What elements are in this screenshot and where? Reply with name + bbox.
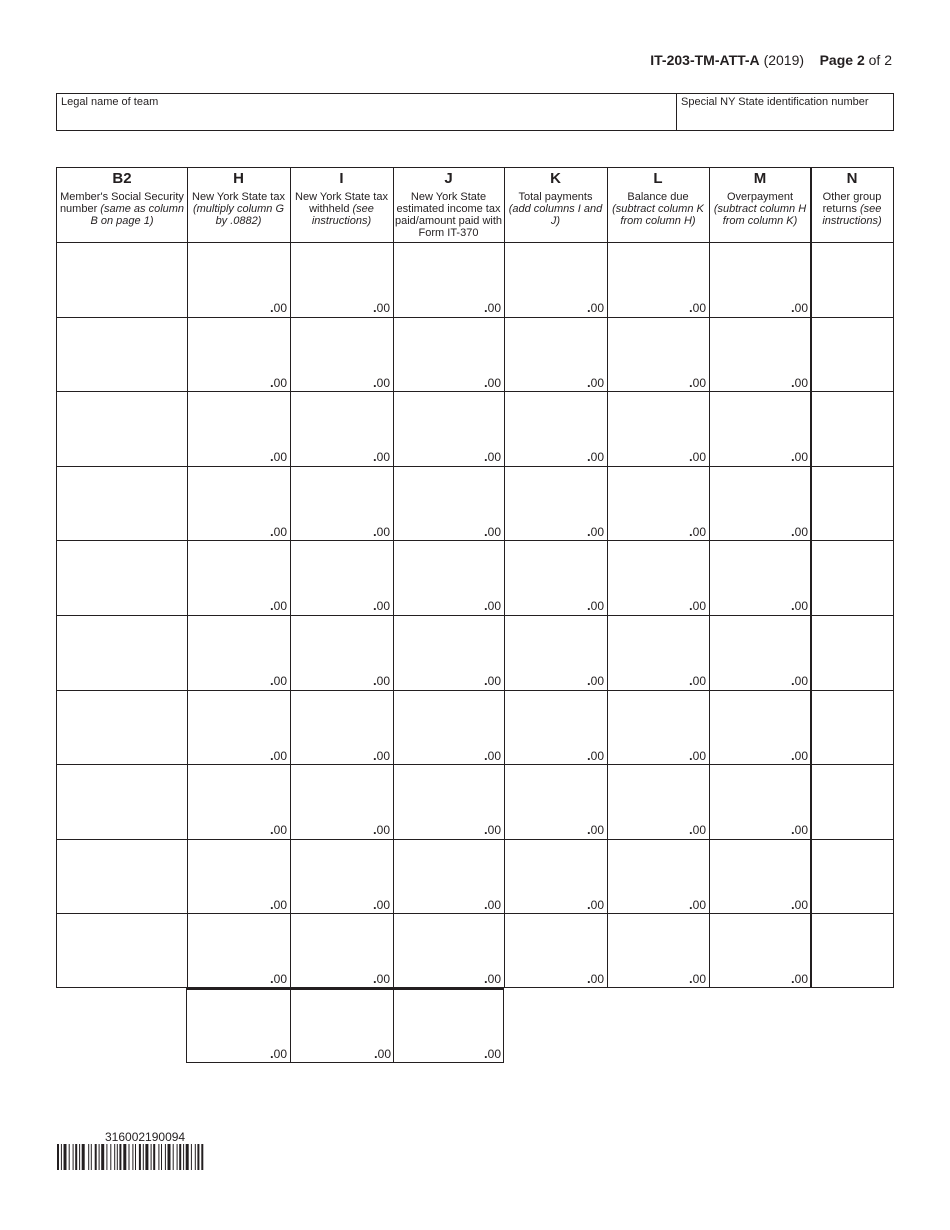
input-cell-j[interactable] — [393, 540, 504, 615]
input-cell-n[interactable] — [811, 764, 893, 839]
column-header-l — [607, 168, 709, 242]
input-cell-l[interactable] — [607, 839, 709, 914]
page-header — [650, 52, 892, 68]
input-cell-j[interactable] — [393, 242, 504, 317]
cents-label: .00 — [689, 300, 706, 315]
cents-label: .00 — [587, 897, 604, 912]
input-cell-b2[interactable] — [57, 242, 187, 317]
cents-label: .00 — [270, 300, 287, 315]
column-header-i — [290, 168, 393, 242]
cents-label: .00 — [587, 598, 604, 613]
cents-label: .00 — [791, 524, 808, 539]
input-cell-m[interactable] — [709, 690, 811, 765]
barcode-bar — [106, 1144, 107, 1170]
input-cell-n[interactable] — [811, 839, 893, 914]
barcode-bar — [129, 1144, 130, 1170]
input-cell-n[interactable] — [811, 540, 893, 615]
input-cell-i[interactable] — [290, 242, 393, 317]
barcode-bar — [183, 1144, 184, 1170]
input-cell-b2[interactable] — [57, 540, 187, 615]
input-cell-j[interactable] — [393, 466, 504, 541]
team-info-box — [56, 93, 894, 131]
input-cell-j[interactable] — [393, 615, 504, 690]
page-of: of 2 — [868, 52, 892, 68]
form-year: (2019) — [763, 52, 805, 68]
input-cell-l[interactable] — [607, 913, 709, 988]
cents-label: .00 — [791, 897, 808, 912]
cents-label: .00 — [791, 748, 808, 763]
cents-label: .00 — [484, 748, 501, 763]
input-cell-h[interactable] — [187, 391, 290, 466]
barcode-bar — [57, 1144, 59, 1170]
input-cell-h[interactable] — [187, 839, 290, 914]
barcode-bar — [117, 1144, 118, 1170]
cents-label: .00 — [373, 598, 390, 613]
cents-label: .00 — [689, 822, 706, 837]
column-note: (see instructions) — [311, 203, 374, 227]
input-cell-k[interactable] — [504, 466, 607, 541]
input-cell-m[interactable] — [709, 764, 811, 839]
column-header-n — [811, 168, 893, 242]
input-cell-b2[interactable] — [57, 615, 187, 690]
input-cell-n[interactable] — [811, 466, 893, 541]
input-cell-m[interactable] — [709, 839, 811, 914]
input-cell-i[interactable] — [290, 466, 393, 541]
cents-label: .00 — [689, 897, 706, 912]
barcode-bar — [151, 1144, 152, 1170]
input-cell-l[interactable] — [607, 615, 709, 690]
input-cell-i[interactable] — [290, 317, 393, 392]
barcode-bar — [191, 1144, 192, 1170]
cents-label: .00 — [270, 524, 287, 539]
column-description — [811, 191, 893, 227]
page-number: 2 — [856, 52, 865, 68]
input-cell-m[interactable] — [709, 317, 811, 392]
cents-label: .00 — [689, 748, 706, 763]
barcode-bar — [75, 1144, 77, 1170]
column-letter: M — [753, 170, 767, 187]
input-cell-m[interactable] — [709, 615, 811, 690]
barcode-bar — [186, 1144, 189, 1170]
input-cell-h[interactable] — [187, 466, 290, 541]
barcode-bar — [158, 1144, 159, 1170]
cents-label: .00 — [587, 449, 604, 464]
column-letter: I — [339, 170, 344, 187]
column-desc-text: Total payments — [518, 191, 593, 203]
input-cell-l[interactable] — [607, 242, 709, 317]
cents-label: .00 — [791, 375, 808, 390]
total-cell-i[interactable] — [290, 990, 394, 1063]
barcode-bar — [197, 1144, 199, 1170]
input-cell-k[interactable] — [504, 540, 607, 615]
input-cell-b2[interactable] — [57, 317, 187, 392]
barcode-bar — [91, 1144, 92, 1170]
barcode-bar — [69, 1144, 70, 1170]
cents-label: .00 — [791, 822, 808, 837]
input-cell-h[interactable] — [187, 540, 290, 615]
cents-label: .00 — [587, 524, 604, 539]
cents-label: .00 — [270, 748, 287, 763]
cents-label: .00 — [484, 822, 501, 837]
cents-label: .00 — [484, 1046, 501, 1061]
cents-label: .00 — [373, 673, 390, 688]
cents-label: .00 — [270, 897, 287, 912]
cents-label: .00 — [373, 375, 390, 390]
column-description — [709, 191, 811, 227]
cents-label: .00 — [791, 971, 808, 986]
barcode-bar — [123, 1144, 126, 1170]
input-cell-j[interactable] — [393, 690, 504, 765]
input-cell-i[interactable] — [290, 764, 393, 839]
column-desc-text: New York State tax withheld — [295, 191, 388, 215]
input-cell-b2[interactable] — [57, 466, 187, 541]
input-cell-l[interactable] — [607, 690, 709, 765]
input-cell-m[interactable] — [709, 242, 811, 317]
input-cell-b2[interactable] — [57, 913, 187, 988]
column-desc-text: New York State estimated income tax paid/amount paid with Form IT-370 — [395, 191, 503, 239]
input-cell-n[interactable] — [811, 242, 893, 317]
barcode-bar — [179, 1144, 181, 1170]
barcode-bar — [195, 1144, 196, 1170]
cents-label: .00 — [587, 748, 604, 763]
input-cell-n[interactable] — [811, 391, 893, 466]
cents-label: .00 — [270, 449, 287, 464]
form-id: IT-203-TM-ATT-A — [650, 52, 760, 68]
cents-label: .00 — [689, 971, 706, 986]
totals-row — [186, 988, 504, 1063]
column-desc-text: Balance due — [627, 191, 689, 203]
barcode-bar — [99, 1144, 100, 1170]
barcode-bar — [88, 1144, 89, 1170]
column-desc-text: New York State tax — [192, 191, 285, 203]
cents-label: .00 — [270, 598, 287, 613]
input-cell-h[interactable] — [187, 317, 290, 392]
input-cell-l[interactable] — [607, 317, 709, 392]
column-desc-text: Other group returns — [822, 191, 882, 215]
input-cell-m[interactable] — [709, 466, 811, 541]
input-cell-n[interactable] — [811, 913, 893, 988]
input-cell-h[interactable] — [187, 690, 290, 765]
input-cell-n[interactable] — [811, 690, 893, 765]
cents-label: .00 — [791, 598, 808, 613]
barcode-bar — [101, 1144, 104, 1170]
barcode-bar — [82, 1144, 85, 1170]
column-description — [187, 191, 290, 227]
column-letter: K — [550, 170, 561, 187]
column-header-b2 — [57, 168, 187, 242]
cents-label: .00 — [484, 375, 501, 390]
barcode-bar — [119, 1144, 121, 1170]
cents-label: .00 — [270, 1046, 287, 1061]
input-cell-m[interactable] — [709, 540, 811, 615]
cents-label: .00 — [587, 300, 604, 315]
cents-label: .00 — [484, 971, 501, 986]
barcode-bar — [61, 1144, 62, 1170]
cents-label: .00 — [484, 300, 501, 315]
cents-label: .00 — [373, 449, 390, 464]
total-cell-j[interactable] — [393, 990, 504, 1063]
barcode-bar — [145, 1144, 148, 1170]
cents-label: .00 — [587, 822, 604, 837]
barcode-bar — [79, 1144, 80, 1170]
column-note: (see instructions) — [822, 203, 882, 227]
column-note: (same as column B on page 1) — [90, 203, 185, 227]
input-cell-i[interactable] — [290, 615, 393, 690]
input-cell-m[interactable] — [709, 913, 811, 988]
input-cell-l[interactable] — [607, 540, 709, 615]
cents-label: .00 — [791, 300, 808, 315]
column-letter: N — [846, 170, 858, 187]
input-cell-l[interactable] — [607, 466, 709, 541]
input-cell-b2[interactable] — [57, 764, 187, 839]
input-cell-k[interactable] — [504, 242, 607, 317]
input-cell-h[interactable] — [187, 242, 290, 317]
input-cell-k[interactable] — [504, 764, 607, 839]
cents-label: .00 — [484, 524, 501, 539]
column-letter: L — [653, 170, 663, 187]
cents-label: .00 — [791, 673, 808, 688]
column-desc-text: Member's Social Security number — [59, 191, 184, 215]
barcode-number: 316002190094 — [105, 1130, 186, 1144]
input-cell-i[interactable] — [290, 913, 393, 988]
input-cell-i[interactable] — [290, 391, 393, 466]
legal-name-label: Legal name of team — [61, 96, 159, 108]
input-cell-j[interactable] — [393, 764, 504, 839]
cents-label: .00 — [587, 971, 604, 986]
input-cell-k[interactable] — [504, 690, 607, 765]
cents-label: .00 — [373, 822, 390, 837]
cents-label: .00 — [689, 524, 706, 539]
column-header-m — [709, 168, 811, 242]
column-letter: H — [233, 170, 244, 187]
barcode-bar — [132, 1144, 133, 1170]
input-cell-i[interactable] — [290, 690, 393, 765]
barcode-bar — [161, 1144, 162, 1170]
legal-name-field[interactable] — [57, 94, 676, 130]
barcode-bar — [135, 1144, 136, 1170]
column-description — [57, 191, 187, 227]
column-note: (multiply column G by .0882) — [192, 203, 285, 227]
input-cell-k[interactable] — [504, 615, 607, 690]
cents-label: .00 — [484, 673, 501, 688]
input-cell-b2[interactable] — [57, 690, 187, 765]
cents-label: .00 — [689, 375, 706, 390]
column-description — [607, 191, 709, 227]
total-cell-h[interactable] — [187, 990, 290, 1063]
input-cell-h[interactable] — [187, 615, 290, 690]
column-header-h — [187, 168, 290, 242]
barcode-bar — [95, 1144, 97, 1170]
column-header-j — [393, 168, 504, 242]
cents-label: .00 — [374, 1046, 391, 1061]
cents-label: .00 — [373, 748, 390, 763]
column-note: (subtract column K from column H) — [612, 203, 704, 227]
special-id-field[interactable] — [676, 94, 893, 130]
barcode-bar — [168, 1144, 171, 1170]
barcode-bar — [143, 1144, 144, 1170]
input-cell-j[interactable] — [393, 839, 504, 914]
input-cell-h[interactable] — [187, 764, 290, 839]
cents-label: .00 — [791, 449, 808, 464]
column-header-k — [504, 168, 607, 242]
cents-label: .00 — [587, 673, 604, 688]
input-cell-n[interactable] — [811, 615, 893, 690]
cents-label: .00 — [270, 375, 287, 390]
barcode-bar — [110, 1144, 111, 1170]
special-id-label: Special NY State identification number — [681, 96, 869, 108]
column-note: (add columns I and J) — [508, 203, 603, 227]
cents-label: .00 — [484, 598, 501, 613]
barcode-bar — [153, 1144, 155, 1170]
page-label: Page — [819, 52, 854, 68]
input-cell-i[interactable] — [290, 839, 393, 914]
column-description — [393, 191, 504, 239]
cents-label: .00 — [689, 598, 706, 613]
input-cell-b2[interactable] — [57, 391, 187, 466]
cents-label: .00 — [373, 300, 390, 315]
member-table — [56, 167, 894, 988]
input-cell-i[interactable] — [290, 540, 393, 615]
cents-label: .00 — [270, 673, 287, 688]
cents-label: .00 — [484, 897, 501, 912]
cents-label: .00 — [689, 673, 706, 688]
barcode-bar — [64, 1144, 67, 1170]
input-cell-j[interactable] — [393, 317, 504, 392]
input-cell-l[interactable] — [607, 391, 709, 466]
barcode-bar — [173, 1144, 174, 1170]
input-cell-h[interactable] — [187, 913, 290, 988]
barcode-bar — [114, 1144, 115, 1170]
cents-label: .00 — [484, 449, 501, 464]
column-letter: J — [444, 170, 453, 187]
column-description — [504, 191, 607, 227]
barcode-bar — [177, 1144, 178, 1170]
barcode-bar — [73, 1144, 74, 1170]
input-cell-m[interactable] — [709, 391, 811, 466]
barcode-icon — [57, 1144, 239, 1170]
input-cell-k[interactable] — [504, 317, 607, 392]
barcode-bar — [165, 1144, 166, 1170]
input-cell-k[interactable] — [504, 391, 607, 466]
input-cell-l[interactable] — [607, 764, 709, 839]
input-cell-n[interactable] — [811, 317, 893, 392]
column-desc-text: Overpayment — [726, 191, 794, 203]
cents-label: .00 — [373, 971, 390, 986]
barcode-bar — [201, 1144, 203, 1170]
input-cell-b2[interactable] — [57, 839, 187, 914]
cents-label: .00 — [587, 375, 604, 390]
column-description — [290, 191, 393, 227]
cents-label: .00 — [270, 971, 287, 986]
cents-label: .00 — [373, 524, 390, 539]
cents-label: .00 — [373, 897, 390, 912]
barcode-bar — [139, 1144, 141, 1170]
cents-label: .00 — [689, 449, 706, 464]
input-cell-j[interactable] — [393, 913, 504, 988]
barcode-area — [57, 1130, 239, 1175]
input-cell-k[interactable] — [504, 839, 607, 914]
column-note: (subtract column H from column K) — [713, 203, 807, 227]
cents-label: .00 — [270, 822, 287, 837]
input-cell-k[interactable] — [504, 913, 607, 988]
column-letter: B2 — [112, 170, 132, 187]
input-cell-j[interactable] — [393, 391, 504, 466]
